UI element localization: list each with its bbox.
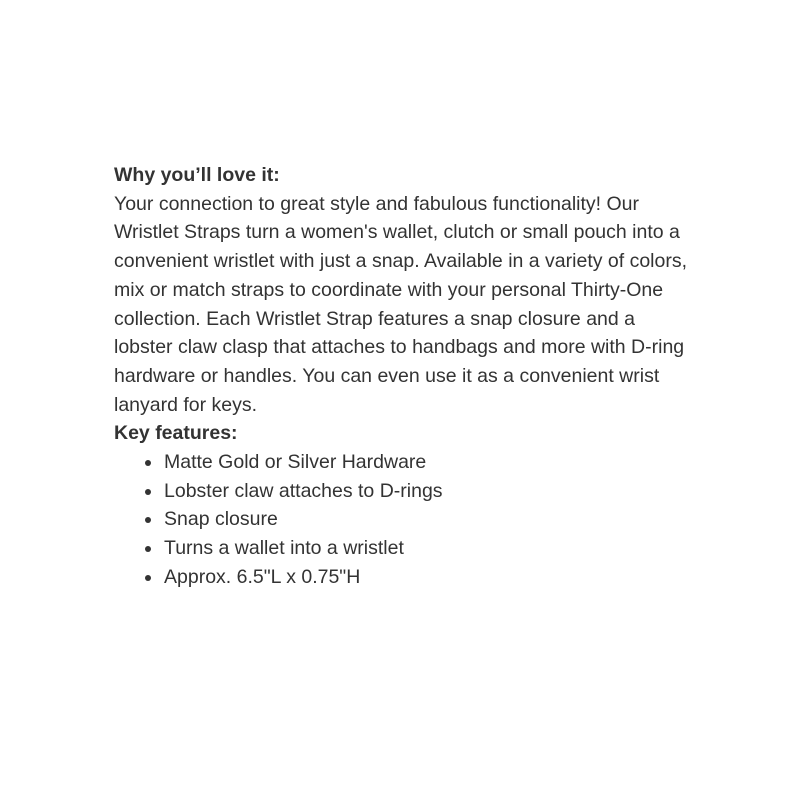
bullet-icon bbox=[145, 575, 151, 581]
bullet-icon bbox=[145, 517, 151, 523]
key-features-list bbox=[114, 448, 694, 592]
product-description bbox=[114, 161, 694, 592]
feature-item bbox=[145, 534, 694, 563]
bullet-icon bbox=[145, 489, 151, 495]
feature-item bbox=[145, 448, 694, 477]
description-paragraph: Your connection to great style and fabulous functionality! Our Wristlet Straps turn a women's wallet, clutch or small pouch into a convenient wristlet with just a snap. Available in a variety of colors, mix or match straps to coordinate with your personal Thirty-One collection. Each Wristlet Strap features a snap closure and a lobster claw clasp that attaches to handbags and more with D-ring hardware or handles. You can even use it as a convenient wrist lanyard for keys. bbox=[114, 192, 688, 416]
feature-text: Approx. 6.5"L x 0.75"H bbox=[164, 565, 361, 588]
feature-item bbox=[145, 505, 694, 534]
feature-text: Lobster claw attaches to D-rings bbox=[164, 479, 443, 502]
feature-item bbox=[145, 477, 694, 506]
bullet-icon bbox=[145, 546, 151, 552]
feature-text: Snap closure bbox=[164, 508, 278, 531]
bullet-icon bbox=[145, 460, 151, 466]
feature-text: Turns a wallet into a wristlet bbox=[164, 537, 404, 560]
feature-text: Matte Gold or Silver Hardware bbox=[164, 451, 427, 474]
key-features-heading: Key features: bbox=[114, 422, 238, 445]
feature-item bbox=[145, 563, 694, 592]
why-heading: Why you’ll love it: bbox=[114, 164, 280, 186]
